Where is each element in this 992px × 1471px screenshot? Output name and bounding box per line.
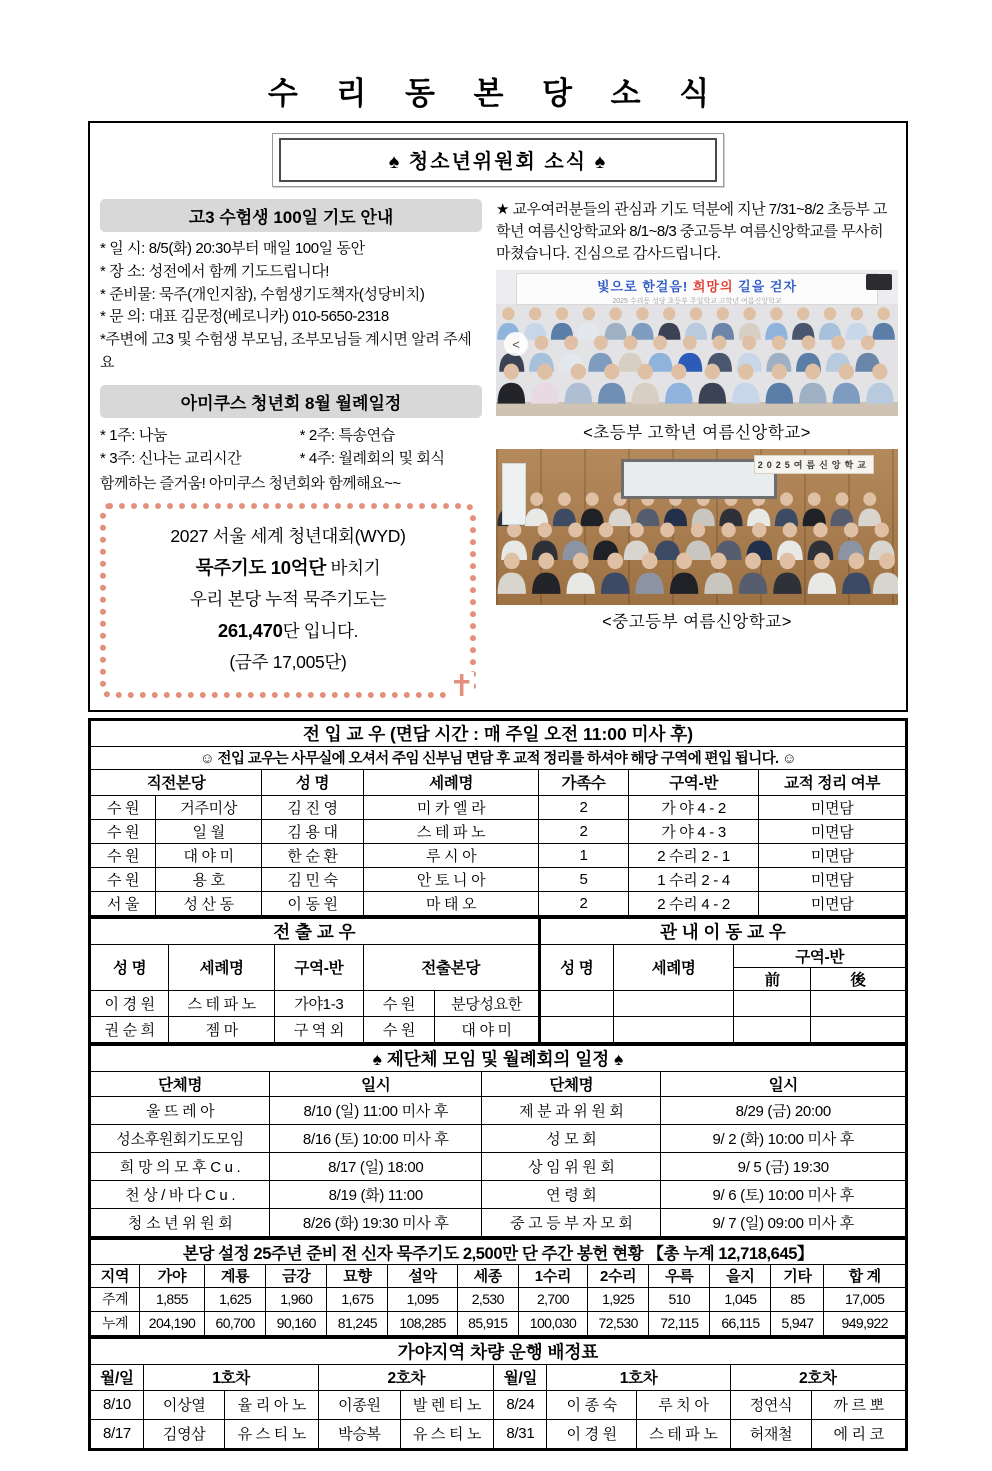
col-header: 前 xyxy=(734,967,811,990)
cell-baptismal: 루 시 아 xyxy=(364,843,539,867)
col-header: 세례명 xyxy=(169,944,275,990)
cell-dest-parish: 분당성요한 xyxy=(435,990,538,1016)
photo1-caption: <초등부 고학년 여름신앙학교> xyxy=(583,424,811,443)
cell-row-label: 누계 xyxy=(91,1311,140,1335)
cell-driver: 허재철 xyxy=(730,1419,812,1448)
cell-group: 희 망 의 모 후 C u . xyxy=(91,1152,270,1180)
page-title: 수 리 동 본 당 소 식 xyxy=(267,76,725,111)
exam-prayer-line: *주변에 고3 및 수험생 부모님, 조부모님들 계시면 알려 주세요 xyxy=(100,331,472,371)
col-header: 세례명 xyxy=(613,944,734,990)
col-header: 2호차 xyxy=(730,1364,905,1390)
col-header: 後 xyxy=(811,967,906,990)
cell-value: 17,005 xyxy=(824,1287,906,1311)
col-header: 세종 xyxy=(457,1264,518,1287)
cell-parish: 용 호 xyxy=(156,867,262,891)
cell-value: 81,245 xyxy=(327,1311,388,1335)
cell-baptismal: 유 스 티 노 xyxy=(225,1419,319,1448)
col-header: 기타 xyxy=(771,1264,824,1287)
rosary-title: 본당 설정 25주년 준비 전 신자 묵주기도 2,500만 단 주간 봉헌 현황 【총 누계 12,718,645】 xyxy=(91,1239,906,1264)
cell-driver: 이 종 숙 xyxy=(547,1390,637,1419)
col-header: 2호차 xyxy=(319,1364,494,1390)
table-row-cumulative xyxy=(91,1311,906,1335)
cell-zone-before xyxy=(734,990,811,1016)
amicus-item: * 4주: 월례회의 및 회식 xyxy=(299,450,445,468)
amicus-item: * 1주: 나눔 xyxy=(100,426,167,444)
cell-value: 1,855 xyxy=(139,1287,204,1311)
cell-value: 1,960 xyxy=(266,1287,327,1311)
table-row xyxy=(91,1390,906,1419)
cell-zone-after xyxy=(811,990,906,1016)
col-header: 월/일 xyxy=(494,1364,547,1390)
cell-baptismal: 스 테 파 노 xyxy=(637,1419,731,1448)
cell-region: 수 원 xyxy=(91,795,156,819)
col-header: 단체명 xyxy=(91,1071,270,1096)
col-header: 2수리 xyxy=(588,1264,649,1287)
col-header: 구역-반 xyxy=(734,944,906,967)
col-header: 구역-반 xyxy=(628,769,758,795)
photo1-banner-subtext: 2025 수리동 성당 초등부 주일학교 고학년 여름신앙학교 xyxy=(612,298,782,306)
cell-driver: 김영삼 xyxy=(143,1419,225,1448)
table-row xyxy=(540,990,905,1016)
table-row xyxy=(91,1208,906,1236)
col-header: 지역 xyxy=(91,1264,140,1287)
youth-committee-banner-frame xyxy=(272,133,724,187)
cell-region: 수 원 xyxy=(91,819,156,843)
cell-baptismal: 유 스 티 노 xyxy=(400,1419,494,1448)
col-header: 일시 xyxy=(661,1071,906,1096)
cell-status: 미면담 xyxy=(759,843,906,867)
table-row xyxy=(91,843,906,867)
exam-prayer-line: * 장 소: 성전에서 함께 기도드립니다! xyxy=(100,262,330,280)
col-header: 을지 xyxy=(710,1264,771,1287)
cell-family: 2 xyxy=(539,891,629,915)
cell-value: 1,095 xyxy=(388,1287,457,1311)
youth-committee-banner: ♠ 청소년위원회 소식 ♠ xyxy=(279,138,717,182)
cell-dest-region: 수 원 xyxy=(363,1016,435,1042)
table-row xyxy=(91,1152,906,1180)
cell-group: 청 소 년 위 원 회 xyxy=(91,1208,270,1236)
cell-driver: 정연식 xyxy=(730,1390,812,1419)
amicus-title: 아미쿠스 청년회 8월 월례일정 xyxy=(100,385,482,418)
cell-family: 2 xyxy=(539,795,629,819)
cell-group: 천 상 / 바 다 C u . xyxy=(91,1180,270,1208)
cell-value: 90,160 xyxy=(266,1311,327,1335)
photo1-banner-text: 빛으로 한걸음! xyxy=(596,279,689,295)
table-row xyxy=(91,1419,906,1448)
cell-group: 울 뜨 레 아 xyxy=(91,1096,270,1124)
table-row xyxy=(91,795,906,819)
cell-zone: 2 수리 2 - 1 xyxy=(628,843,758,867)
transfer-out-title: 전 출 교 우 xyxy=(91,918,539,944)
cell-name xyxy=(540,990,613,1016)
col-header: 전출본당 xyxy=(363,944,538,990)
col-header: 교적 정리 여부 xyxy=(759,769,906,795)
cell-baptismal: 까 르 뽀 xyxy=(812,1390,906,1419)
col-header: 설악 xyxy=(388,1264,457,1287)
cell-name: 이 동 원 xyxy=(262,891,364,915)
wyd-line3: 우리 본당 누적 묵주기도는 xyxy=(189,589,387,610)
wyd-line1: 2027 서울 세계 청년대회(WYD) xyxy=(170,526,406,547)
cell-date: 8/31 xyxy=(494,1419,547,1448)
cell-value: 1,925 xyxy=(588,1287,649,1311)
transfer-in-subtitle: ☺ 전입 교우는 사무실에 오셔서 주임 신부님 면담 후 교적 정리를 하셔야 해당 구역에 편입 됩니다. ☺ xyxy=(91,746,906,769)
cell-group: 중 고 등 부 자 모 회 xyxy=(482,1208,661,1236)
cell-name: 한 순 환 xyxy=(262,843,364,867)
cell-name: 김 용 대 xyxy=(262,819,364,843)
transfer-out-table xyxy=(90,918,539,1043)
cell-family: 1 xyxy=(539,843,629,867)
cell-zone: 가 야 4 - 3 xyxy=(628,819,758,843)
cell-zone-before xyxy=(734,1016,811,1042)
amicus-item: * 3주: 신나는 교리시간 xyxy=(100,450,242,468)
cell-zone-after xyxy=(811,1016,906,1042)
cell-baptismal: 루 치 아 xyxy=(637,1390,731,1419)
cell-datetime: 9/ 5 (금) 19:30 xyxy=(661,1152,906,1180)
cell-family: 5 xyxy=(539,867,629,891)
transfer-in-title: 전 입 교 우 (면담 시간 : 매 주일 오전 11:00 미사 후) xyxy=(91,720,906,746)
rosary-offering-table xyxy=(88,1237,908,1338)
cell-datetime: 8/10 (일) 11:00 미사 후 xyxy=(270,1096,482,1124)
cell-value: 2,700 xyxy=(518,1287,587,1311)
cell-driver: 박승복 xyxy=(319,1419,401,1448)
cell-zone: 가야1-3 xyxy=(275,990,364,1016)
col-header: 구역-반 xyxy=(275,944,364,990)
table-row xyxy=(540,1016,905,1042)
cell-group: 성소후원회기도모임 xyxy=(91,1124,270,1152)
cell-value: 100,030 xyxy=(518,1311,587,1335)
photo-middle-high-summer-school xyxy=(496,449,898,605)
cell-driver: 이상열 xyxy=(143,1390,225,1419)
col-header: 성 명 xyxy=(91,944,169,990)
table-row-weekly xyxy=(91,1287,906,1311)
cell-value: 72,530 xyxy=(588,1311,649,1335)
cell-value: 204,190 xyxy=(139,1311,204,1335)
amicus-item: * 2주: 특송연습 xyxy=(299,426,395,444)
photo1-banner: 빛으로 한걸음! 희망의 길을 걷자 2025 수리동 성당 초등부 주일학교 고학년 여름신앙학교 xyxy=(516,273,878,305)
table-row xyxy=(91,891,906,915)
col-header: 합 계 xyxy=(824,1264,906,1287)
col-header: 단체명 xyxy=(482,1071,661,1096)
photo1-crowd-illustration xyxy=(496,304,898,416)
cell-group: 상 임 위 원 회 xyxy=(482,1152,661,1180)
cell-datetime: 8/26 (화) 19:30 미사 후 xyxy=(270,1208,482,1236)
cell-name xyxy=(540,1016,613,1042)
cell-value: 108,285 xyxy=(388,1311,457,1335)
cell-region: 서 울 xyxy=(91,891,156,915)
cell-datetime: 8/29 (금) 20:00 xyxy=(661,1096,906,1124)
cell-value: 85 xyxy=(771,1287,824,1311)
cell-status: 미면담 xyxy=(759,867,906,891)
shuttle-title: 가야지역 차량 운행 배정표 xyxy=(91,1338,906,1364)
col-header: 가족수 xyxy=(539,769,629,795)
cell-value: 1,625 xyxy=(205,1287,266,1311)
exam-prayer-line: * 준비물: 묵주(개인지참), 수험생기도책자(성당비치) xyxy=(100,285,425,303)
col-header: 가야 xyxy=(139,1264,204,1287)
cell-datetime: 9/ 7 (일) 09:00 미사 후 xyxy=(661,1208,906,1236)
cell-group: 성 모 회 xyxy=(482,1124,661,1152)
cell-dest-parish: 대 야 미 xyxy=(435,1016,538,1042)
col-header: 1수리 xyxy=(518,1264,587,1287)
wyd-rosary-box xyxy=(100,503,476,703)
cell-datetime: 9/ 6 (토) 10:00 미사 후 xyxy=(661,1180,906,1208)
table-row xyxy=(91,1096,906,1124)
cell-value: 66,115 xyxy=(710,1311,771,1335)
wyd-line4: 261,470단 입니다. xyxy=(217,619,359,641)
group-meetings-table xyxy=(88,1043,908,1239)
thanks-note: ★ 교우여러분들의 관심과 기도 덕분에 지난 7/31~8/2 초등부 고학년 여름신앙학교와 8/1~8/3 중고등부 여름신앙학교를 무사히 마쳤습니다. 진심으로 감사드립니다. xyxy=(496,201,887,262)
cell-value: 1,045 xyxy=(710,1287,771,1311)
cell-parish: 일 월 xyxy=(156,819,262,843)
wyd-line2: 묵주기도 10억단 바치기 xyxy=(195,556,381,578)
cell-status: 미면담 xyxy=(759,795,906,819)
cell-driver: 이 경 원 xyxy=(547,1419,637,1448)
cell-zone: 1 수리 2 - 4 xyxy=(628,867,758,891)
cell-group: 연 령 회 xyxy=(482,1180,661,1208)
air-conditioner xyxy=(502,463,526,525)
col-header: 묘향 xyxy=(327,1264,388,1287)
table-row xyxy=(91,1124,906,1152)
cell-baptismal: 젬 마 xyxy=(169,1016,275,1042)
cell-datetime: 8/19 (화) 11:00 xyxy=(270,1180,482,1208)
exam-prayer-line: * 문 의: 대표 김문정(베로니카) 010-5650-2318 xyxy=(100,308,389,326)
col-header: 월/일 xyxy=(91,1364,144,1390)
cell-group: 제 분 과 위 원 회 xyxy=(482,1096,661,1124)
col-header: 성 명 xyxy=(540,944,613,990)
col-header: 1호차 xyxy=(547,1364,730,1390)
group-meetings-title: ♠ 제단체 모임 및 월례회의 일정 ♠ xyxy=(91,1045,906,1071)
cell-name: 김 진 영 xyxy=(262,795,364,819)
cell-baptismal: 미 카 엘 라 xyxy=(364,795,539,819)
col-header: 성 명 xyxy=(262,769,364,795)
cell-value: 1,675 xyxy=(327,1287,388,1311)
table-row xyxy=(91,1180,906,1208)
chevron-left-icon: < xyxy=(504,332,528,356)
internal-move-title: 관 내 이 동 교 우 xyxy=(540,918,905,944)
col-header: 우륵 xyxy=(649,1264,710,1287)
cell-date: 8/17 xyxy=(91,1419,144,1448)
cell-value: 949,922 xyxy=(824,1311,906,1335)
cell-datetime: 8/16 (토) 10:00 미사 후 xyxy=(270,1124,482,1152)
cell-region: 수 원 xyxy=(91,867,156,891)
amicus-footer: 함께하는 즐거움! 아미쿠스 청년회와 함께해요~~ xyxy=(100,475,401,493)
col-header: 1호차 xyxy=(143,1364,318,1390)
photo2-sign-cards: 2025여름신앙학교 xyxy=(754,455,874,474)
cell-date: 8/10 xyxy=(91,1390,144,1419)
cell-zone: 구 역 외 xyxy=(275,1016,364,1042)
transfer-in-table xyxy=(88,718,908,918)
cell-value: 510 xyxy=(649,1287,710,1311)
col-header: 직전본당 xyxy=(91,769,262,795)
col-header: 세례명 xyxy=(364,769,539,795)
cell-value: 2,530 xyxy=(457,1287,518,1311)
cell-row-label: 주계 xyxy=(91,1287,140,1311)
wyd-line5: (금주 17,005단) xyxy=(229,652,347,673)
exam-prayer-line: * 일 시: 8/5(화) 20:30부터 매일 100일 동안 xyxy=(100,240,365,257)
crucifix-icon: ✝ xyxy=(449,669,474,703)
cell-baptismal: 스 테 파 노 xyxy=(364,819,539,843)
cell-baptismal: 마 태 오 xyxy=(364,891,539,915)
cell-baptismal: 에 리 코 xyxy=(812,1419,906,1448)
speaker-box xyxy=(866,274,892,290)
exam-prayer-title: 고3 수험생 100일 기도 안내 xyxy=(100,199,482,232)
cell-parish: 대 야 미 xyxy=(156,843,262,867)
cell-value: 5,947 xyxy=(771,1311,824,1335)
youth-committee-section xyxy=(88,121,908,712)
cell-baptismal: 스 테 파 노 xyxy=(169,990,275,1016)
col-header: 금강 xyxy=(266,1264,327,1287)
cell-name: 이 경 원 xyxy=(91,990,169,1016)
cell-status: 미면담 xyxy=(759,819,906,843)
cell-driver: 이종원 xyxy=(319,1390,401,1419)
photo-elementary-summer-school xyxy=(496,270,898,416)
cell-value: 60,700 xyxy=(205,1311,266,1335)
cell-baptismal: 발 렌 티 노 xyxy=(400,1390,494,1419)
cell-value: 72,115 xyxy=(649,1311,710,1335)
cell-zone: 가 야 4 - 2 xyxy=(628,795,758,819)
cell-datetime: 8/17 (일) 18:00 xyxy=(270,1152,482,1180)
cell-baptismal xyxy=(613,990,734,1016)
cell-dest-region: 수 원 xyxy=(363,990,435,1016)
photo2-crowd-illustration xyxy=(496,485,898,605)
cell-baptismal: 안 토 니 아 xyxy=(364,867,539,891)
table-row xyxy=(91,819,906,843)
cell-date: 8/24 xyxy=(494,1390,547,1419)
cell-status: 미면담 xyxy=(759,891,906,915)
table-row xyxy=(91,867,906,891)
cell-zone: 2 수리 4 - 2 xyxy=(628,891,758,915)
cell-datetime: 9/ 2 (화) 10:00 미사 후 xyxy=(661,1124,906,1152)
col-header: 계룡 xyxy=(205,1264,266,1287)
cell-family: 2 xyxy=(539,819,629,843)
cell-baptismal xyxy=(613,1016,734,1042)
cell-parish: 거주미상 xyxy=(156,795,262,819)
cell-name: 권 순 희 xyxy=(91,1016,169,1042)
internal-move-table xyxy=(539,918,906,1043)
col-header: 일시 xyxy=(270,1071,482,1096)
table-row xyxy=(91,990,539,1016)
cell-name: 김 민 숙 xyxy=(262,867,364,891)
cell-value: 85,915 xyxy=(457,1311,518,1335)
amicus-schedule xyxy=(100,424,484,471)
exam-prayer-lines xyxy=(100,238,484,375)
photo2-caption: <중고등부 여름신앙학교> xyxy=(602,613,792,632)
shuttle-schedule-table xyxy=(88,1336,908,1451)
cell-region: 수 원 xyxy=(91,843,156,867)
cell-baptismal: 율 리 아 노 xyxy=(225,1390,319,1419)
table-row xyxy=(91,1016,539,1042)
cell-parish: 성 산 동 xyxy=(156,891,262,915)
